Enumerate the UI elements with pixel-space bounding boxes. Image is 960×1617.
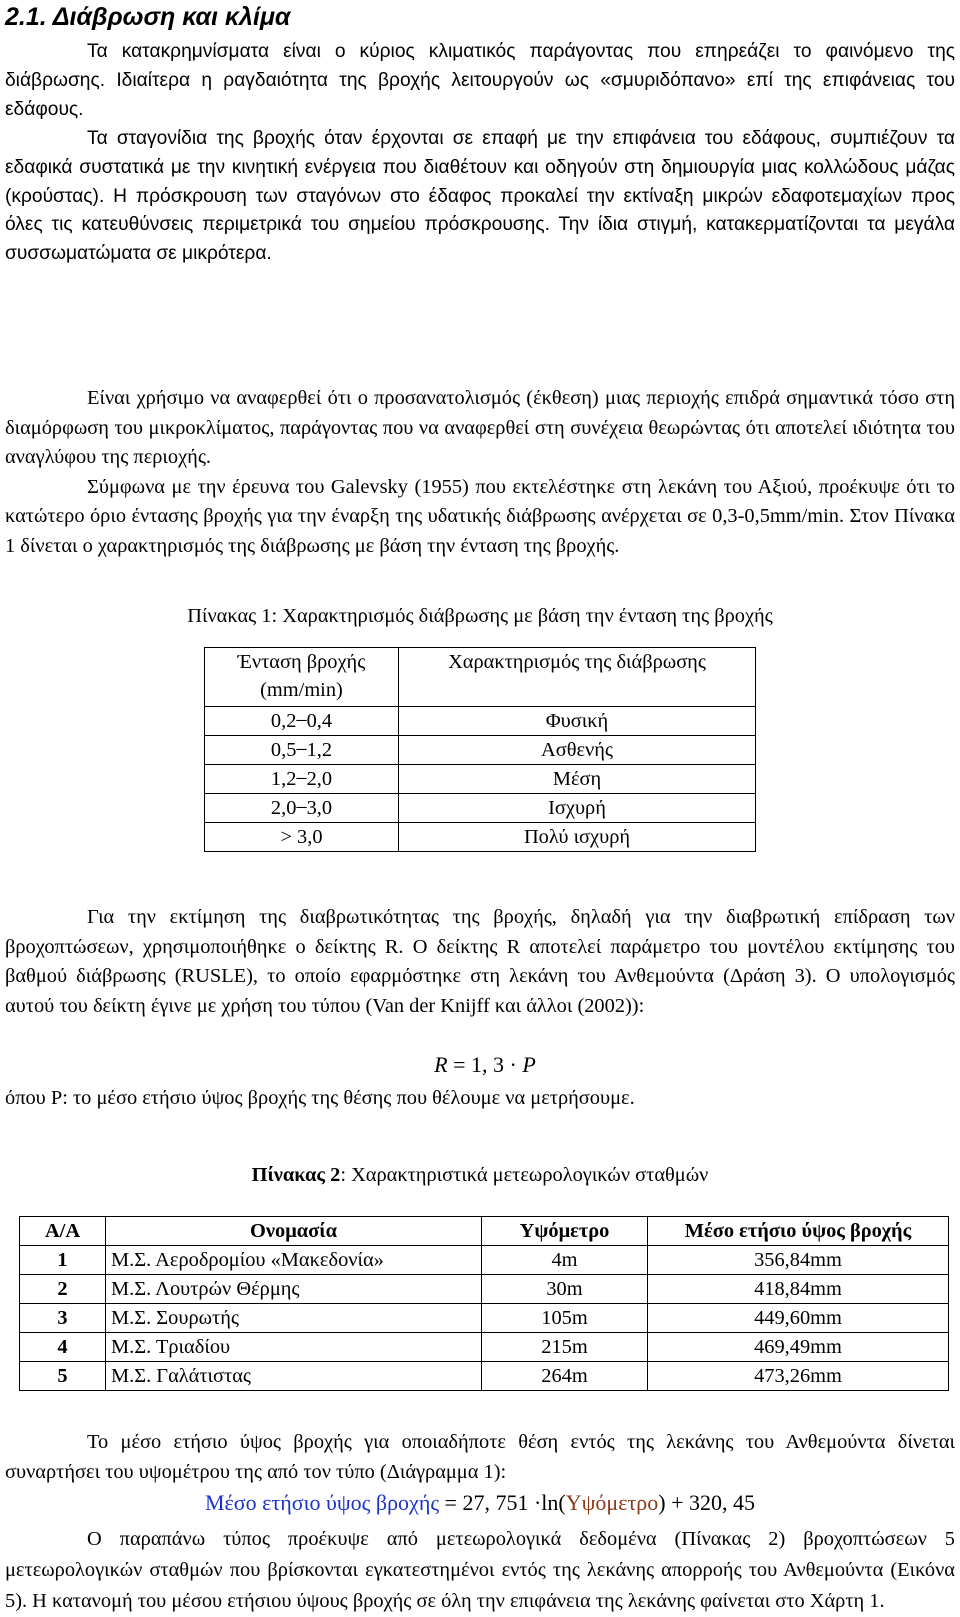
table-cell: 264m <box>482 1362 648 1391</box>
table-cell: 1 <box>20 1246 106 1275</box>
table-cell: 0,2 ̶ 0,4 <box>205 707 399 736</box>
table-row <box>205 736 756 765</box>
table-cell: Ασθενής <box>399 736 756 765</box>
table-cell: 0,5 ̶ 1,2 <box>205 736 399 765</box>
table-cell: 30m <box>482 1275 648 1304</box>
table-cell: 4m <box>482 1246 648 1275</box>
table-cell: 105m <box>482 1304 648 1333</box>
table-header-classification: Χαρακτηρισμός της διάβρωσης <box>399 648 756 707</box>
table-cell: 5 <box>20 1362 106 1391</box>
table-row <box>20 1304 949 1333</box>
section-heading: 2.1. Διάβρωση και κλίμα <box>5 3 291 31</box>
table-row <box>205 707 756 736</box>
table-cell: 449,60mm <box>648 1304 949 1333</box>
formula-mean-fn: ln( <box>541 1490 566 1515</box>
formula-mean-dot: · <box>533 1490 542 1515</box>
paragraph-data-source: Ο παραπάνω τύπος προέκυψε από μετεωρολογικά δεδομένα (Πίνακας 2) βροχοπτώσεων 5 μετεωρολογικών σταθμών που βρίσκονται εγκατεστημένοι εντός της λεκάνης απορροής του Ανθεμούντα (Εικόνα 5). Η κατανομή του μέσου ετήσιου ύψους βροχής σε όλη την επιφάνεια της λεκάνης φαίνεται στο Χάρτη 1. <box>5 1528 955 1612</box>
table-cell: 2 <box>20 1275 106 1304</box>
formula-mean-const: 320, 45 <box>689 1490 756 1515</box>
formula-r-dot: · <box>509 1052 517 1077</box>
table1-wrapper <box>5 647 955 903</box>
formula-mean-plus: + <box>671 1490 684 1515</box>
formula-mean-lhs: Μέσο ετήσιο ύψος βροχής <box>204 1490 440 1515</box>
table-cell: Μέση <box>399 765 756 794</box>
table-weather-stations <box>19 1216 949 1391</box>
formula-note-block <box>5 1084 955 1160</box>
table-cell: 4 <box>20 1333 106 1362</box>
formula-r-eq: = <box>453 1052 466 1077</box>
table-header-intensity: Ένταση βροχής (mm/min) <box>205 648 399 707</box>
table-header-row <box>205 648 756 707</box>
table-header-name: Ονομασία <box>106 1217 482 1246</box>
formula-r-var: P <box>522 1052 536 1077</box>
table-row <box>20 1333 949 1362</box>
table-cell: 3 <box>20 1304 106 1333</box>
formula-mean <box>5 1488 955 1524</box>
table-cell: Ισχυρή <box>399 794 756 823</box>
paragraph-precipitation: Τα κατακρημνίσματα είναι ο κύριος κλιματικός παράγοντας που επηρεάζει το φαινόμενο της διάβρωσης. Ιδιαίτερα η ραγδαιότητα της βροχής λειτουργούν ως «σμυριδόπανο» επί της επιφάνειας του εδάφους. <box>5 41 955 120</box>
table-row <box>20 1362 949 1391</box>
document-page <box>5 0 955 1617</box>
table-cell: Μ.Σ. Τριαδίου <box>106 1333 482 1362</box>
formula-r-coef: 1, 3 <box>471 1052 505 1077</box>
table-cell: Φυσική <box>399 707 756 736</box>
table-cell: > 3,0 <box>205 823 399 852</box>
table-cell: Πολύ ισχυρή <box>399 823 756 852</box>
table-row <box>20 1246 949 1275</box>
table2-wrapper <box>5 1216 955 1428</box>
formula-r-lhs: R <box>434 1052 448 1077</box>
formula-mean-eq: = <box>444 1490 457 1515</box>
table1-caption-text: : Χαρακτηρισμός διάβρωσης με βάση την ένταση της βροχής <box>271 605 773 627</box>
table1-caption-label: Πίνακας 1 <box>187 605 272 627</box>
formula-mean-close: ) <box>658 1490 666 1515</box>
table-cell: 215m <box>482 1333 648 1362</box>
table-cell: Μ.Σ. Λουτρών Θέρμης <box>106 1275 482 1304</box>
table-row <box>205 794 756 823</box>
table-cell: Μ.Σ. Σουρωτής <box>106 1304 482 1333</box>
formula-r-note: όπου P: το μέσο ετήσιο ύψος βροχής της θέσης που θέλουμε να μετρήσουμε. <box>5 1087 635 1109</box>
formula-mean-arg: Υψόμετρο <box>565 1490 659 1515</box>
table-cell: Μ.Σ. Αεροδρομίου «Μακεδονία» <box>106 1246 482 1275</box>
table-header-rainfall: Μέσο ετήσιο ύψος βροχής <box>648 1217 949 1246</box>
table2-caption-text: : Χαρακτηριστικά μετεωρολογικών σταθμών <box>340 1164 709 1186</box>
table1-caption <box>5 589 955 647</box>
table-row <box>20 1275 949 1304</box>
table-cell: Μ.Σ. Γαλάτιστας <box>106 1362 482 1391</box>
paragraph-last-block <box>5 1524 955 1617</box>
table-row <box>205 765 756 794</box>
paragraph-r-block <box>5 903 955 1050</box>
table-cell: 1,2 ̶ 2,0 <box>205 765 399 794</box>
table-header-row <box>20 1217 949 1246</box>
paragraph-galevsky: Σύμφωνα με την έρευνα του Galevsky (1955) που εκτελέστηκε στη λεκάνη του Αξιού, προέκυψε ότι το κατώτερο όριο έντασης βροχής για την έναρξη της υδατικής διάβρωσης ανέρχεται σε 0,3-0,5mm/min. Στον Πίνακα 1 δίνεται ο χαρακτηρισμός της διάβρωσης με βάση την ένταση της βροχής. <box>5 475 955 557</box>
table2-caption-label: Πίνακας 2 <box>251 1164 341 1186</box>
table-erosion-classification <box>204 647 756 852</box>
table-header-id: Α/Α <box>20 1217 106 1246</box>
sans-body <box>5 38 955 384</box>
formula-r <box>5 1050 955 1084</box>
table2-caption <box>5 1160 955 1216</box>
table-cell: 473,26mm <box>648 1362 949 1391</box>
table-header-altitude: Υψόμετρο <box>482 1217 648 1246</box>
paragraph-mean-block <box>5 1428 955 1488</box>
formula-mean-coef: 27, 751 <box>462 1490 529 1515</box>
paragraph-droplets: Τα σταγονίδια της βροχής όταν έρχονται σε επαφή με την επιφάνεια του εδάφους, συμπιέζουν τα εδαφικά συστατικά με την κινητική ενέργεια που διαθέτουν και οδηγούν στη δημιουργία μιας κολλώδους μάζας (κρούστας). Η πρόσκρουση των σταγόνων στο έδαφος προκαλεί την εκτίναξη μικρών εδαφοτεμαχίων προς όλες τις κατευθύνσεις περιμετρικά του σημείου πρόσκρουσης. Την ίδια στιγμή, κατακερματίζονται τα μεγάλα συσσωματώματα σε μικρότερα. <box>5 127 955 265</box>
serif-body <box>5 384 955 589</box>
table-cell: 2,0 ̶ 3,0 <box>205 794 399 823</box>
paragraph-mean-rainfall: Το μέσο ετήσιο ύψος βροχής για οποιαδήποτε θέση εντός της λεκάνης του Ανθεμούντα δίνεται συναρτήσει του υψομέτρου της από τον τύπο (Διάγραμμα 1): <box>5 1431 955 1483</box>
table-cell: 469,49mm <box>648 1333 949 1362</box>
paragraph-r-index: Για την εκτίμηση της διαβρωτικότητας της βροχής, δηλαδή για την διαβρωτική επίδραση των βροχοπτώσεων, χρησιμοποιήθηκε ο δείκτης R. Ο δείκτης R αποτελεί παράμετρο του μοντέλου εκτίμησης του βαθμού διάβρωσης (RUSLE), το οποίο εφαρμόστηκε στη λεκάνη του Ανθεμούντα (Δράση 3). Ο υπολογισμός αυτού του δείκτη έγινε με χρήση του τύπου (Van der Knijff και άλλοι (2002)): <box>5 906 955 1017</box>
paragraph-aspect: Είναι χρήσιμο να αναφερθεί ότι ο προσανατολισμός (έκθεση) μιας περιοχής επιδρά σημαντικά τόσο στη διαμόρφωση του μικροκλίματος, παράγοντας που να αναφερθεί στη συνέχεια θεωρώντας ότι αποτελεί ιδιότητα του αναγλύφου της περιοχής. <box>5 387 955 469</box>
table-cell: 356,84mm <box>648 1246 949 1275</box>
table-cell: 418,84mm <box>648 1275 949 1304</box>
table-row <box>205 823 756 852</box>
